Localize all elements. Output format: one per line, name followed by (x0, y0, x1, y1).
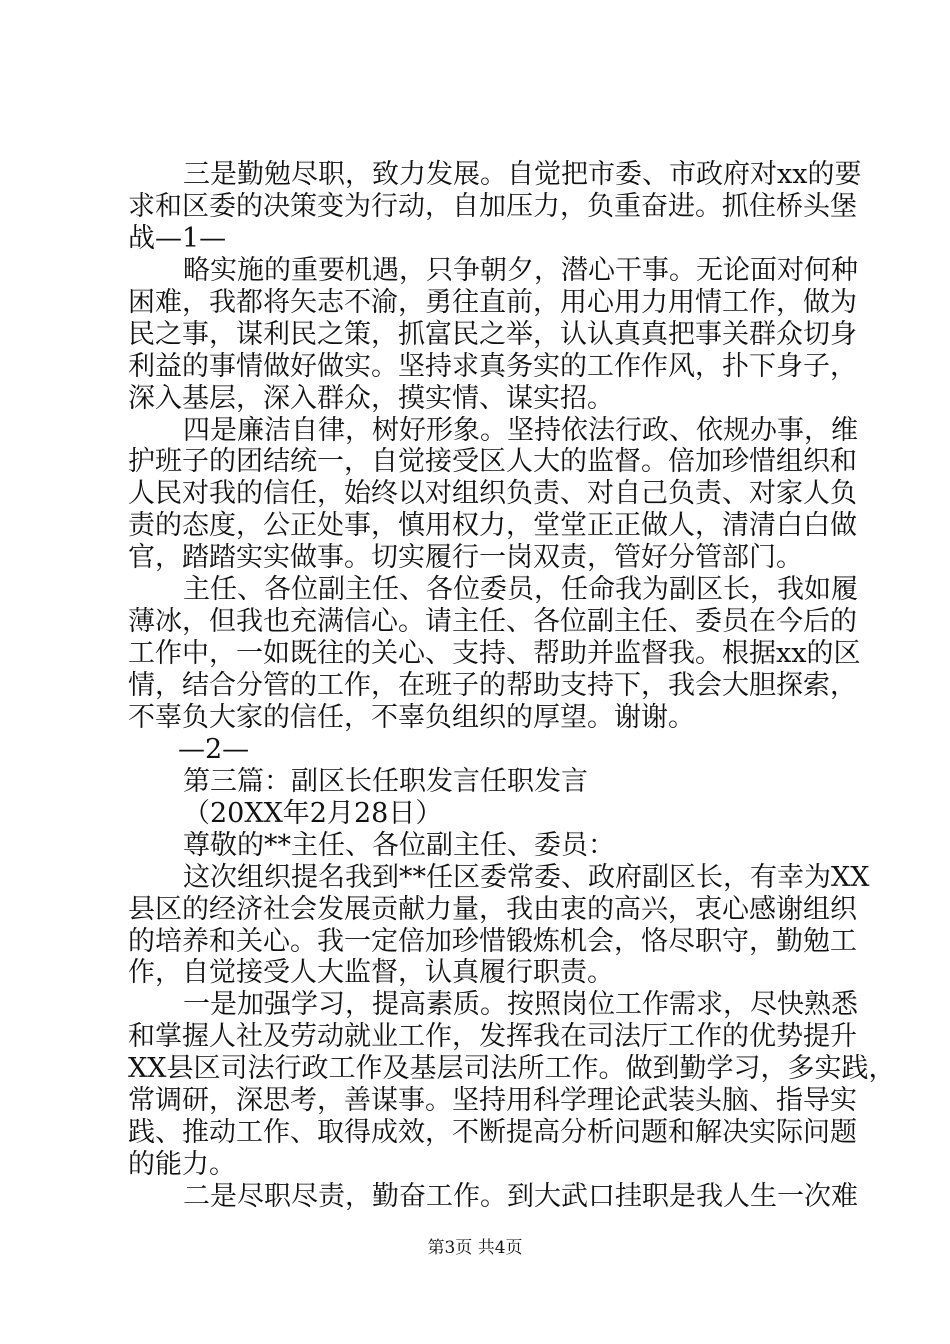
text-line: 薄冰，但我也充满信心。请主任、各位副主任、委员在今后的 (128, 606, 857, 637)
text-line: 四是廉洁自律，树好形象。坚持依法行政、依规办事，维 (183, 415, 858, 446)
text-line: 战—1— (128, 223, 227, 254)
text-line: 一是加强学习，提高素质。按照岗位工作需求，尽快熟悉 (183, 989, 858, 1020)
text-line: 不辜负大家的信任，不辜负组织的厚望。谢谢。 (128, 702, 695, 733)
text-line: 的能力。 (128, 1149, 236, 1180)
text-line: 和掌握人社及劳动就业工作，发挥我在司法厅工作的优势提升 (128, 1021, 857, 1052)
text-line: 深入基层，深入群众，摸实情、谋实招。 (128, 383, 614, 414)
text-line: 这次组织提名我到**任区委常委、政府副区长，有幸为XX (183, 862, 870, 893)
text-line: 利益的事情做好做实。坚持求真务实的工作作风，扑下身子， (128, 351, 857, 382)
text-line: 二是尽职尽责，勤奋工作。到大武口挂职是我人生一次难 (183, 1181, 858, 1212)
text-line: 情，结合分管的工作，在班子的帮助支持下，我会大胆探索， (128, 670, 857, 701)
text-line: 工作中，一如既往的关心、支持、帮助并监督我。根据xx的区 (128, 638, 861, 669)
text-line: 人民对我的信任，始终以对组织负责、对自己负责、对家人负 (128, 478, 857, 509)
salutation: 尊敬的**主任、各位副主任、委员： (183, 830, 615, 861)
text-line: 责的态度，公正处事，慎用权力，堂堂正正做人，清清白白做 (128, 510, 857, 541)
text-line: 民之事，谋利民之策，抓富民之举，认认真真把事关群众切身 (128, 319, 857, 350)
text-line: 三是勤勉尽职，致力发展。自觉把市委、市政府对xx的要 (183, 159, 862, 190)
text-line: 县区的经济社会发展贡献力量，我由衷的高兴，衷心感谢组织 (128, 894, 857, 925)
text-line: 作，自觉接受人大监督，认真履行职责。 (128, 957, 614, 988)
text-line: 的培养和关心。我一定倍加珍惜锻炼机会，恪尽职守，勤勉工 (128, 926, 857, 957)
text-line: 护班子的团结统一，自觉接受区人大的监督。倍加珍惜组织和 (128, 446, 857, 477)
page-marker: —2— (178, 734, 250, 765)
page-footer: 第3页 共4页 (427, 1238, 523, 1258)
date-line: （20XX年2月28日） (183, 798, 443, 829)
text-line: 践、推动工作、取得成效，不断提高分析问题和解决实际问题 (128, 1117, 857, 1148)
text-line: 常调研，深思考，善谋事。坚持用科学理论武装头脑、指导实 (128, 1085, 857, 1116)
text-line: 主任、各位副主任、各位委员，任命我为副区长，我如履 (183, 574, 858, 605)
section-title: 第三篇：副区长任职发言任职发言 (183, 766, 588, 797)
text-line: 官，踏踏实实做事。切实履行一岗双责，管好分管部门。 (128, 542, 803, 573)
text-line: 困难，我都将矢志不渝，勇往直前，用心用力用情工作，做为 (128, 287, 857, 318)
text-line: 略实施的重要机遇，只争朝夕，潜心干事。无论面对何种 (183, 255, 858, 286)
text-line: XX县区司法行政工作及基层司法所工作。做到勤学习，多实践， (128, 1053, 896, 1084)
text-line: 求和区委的决策变为行动，自加压力，负重奋进。抓住桥头堡 (128, 191, 857, 222)
